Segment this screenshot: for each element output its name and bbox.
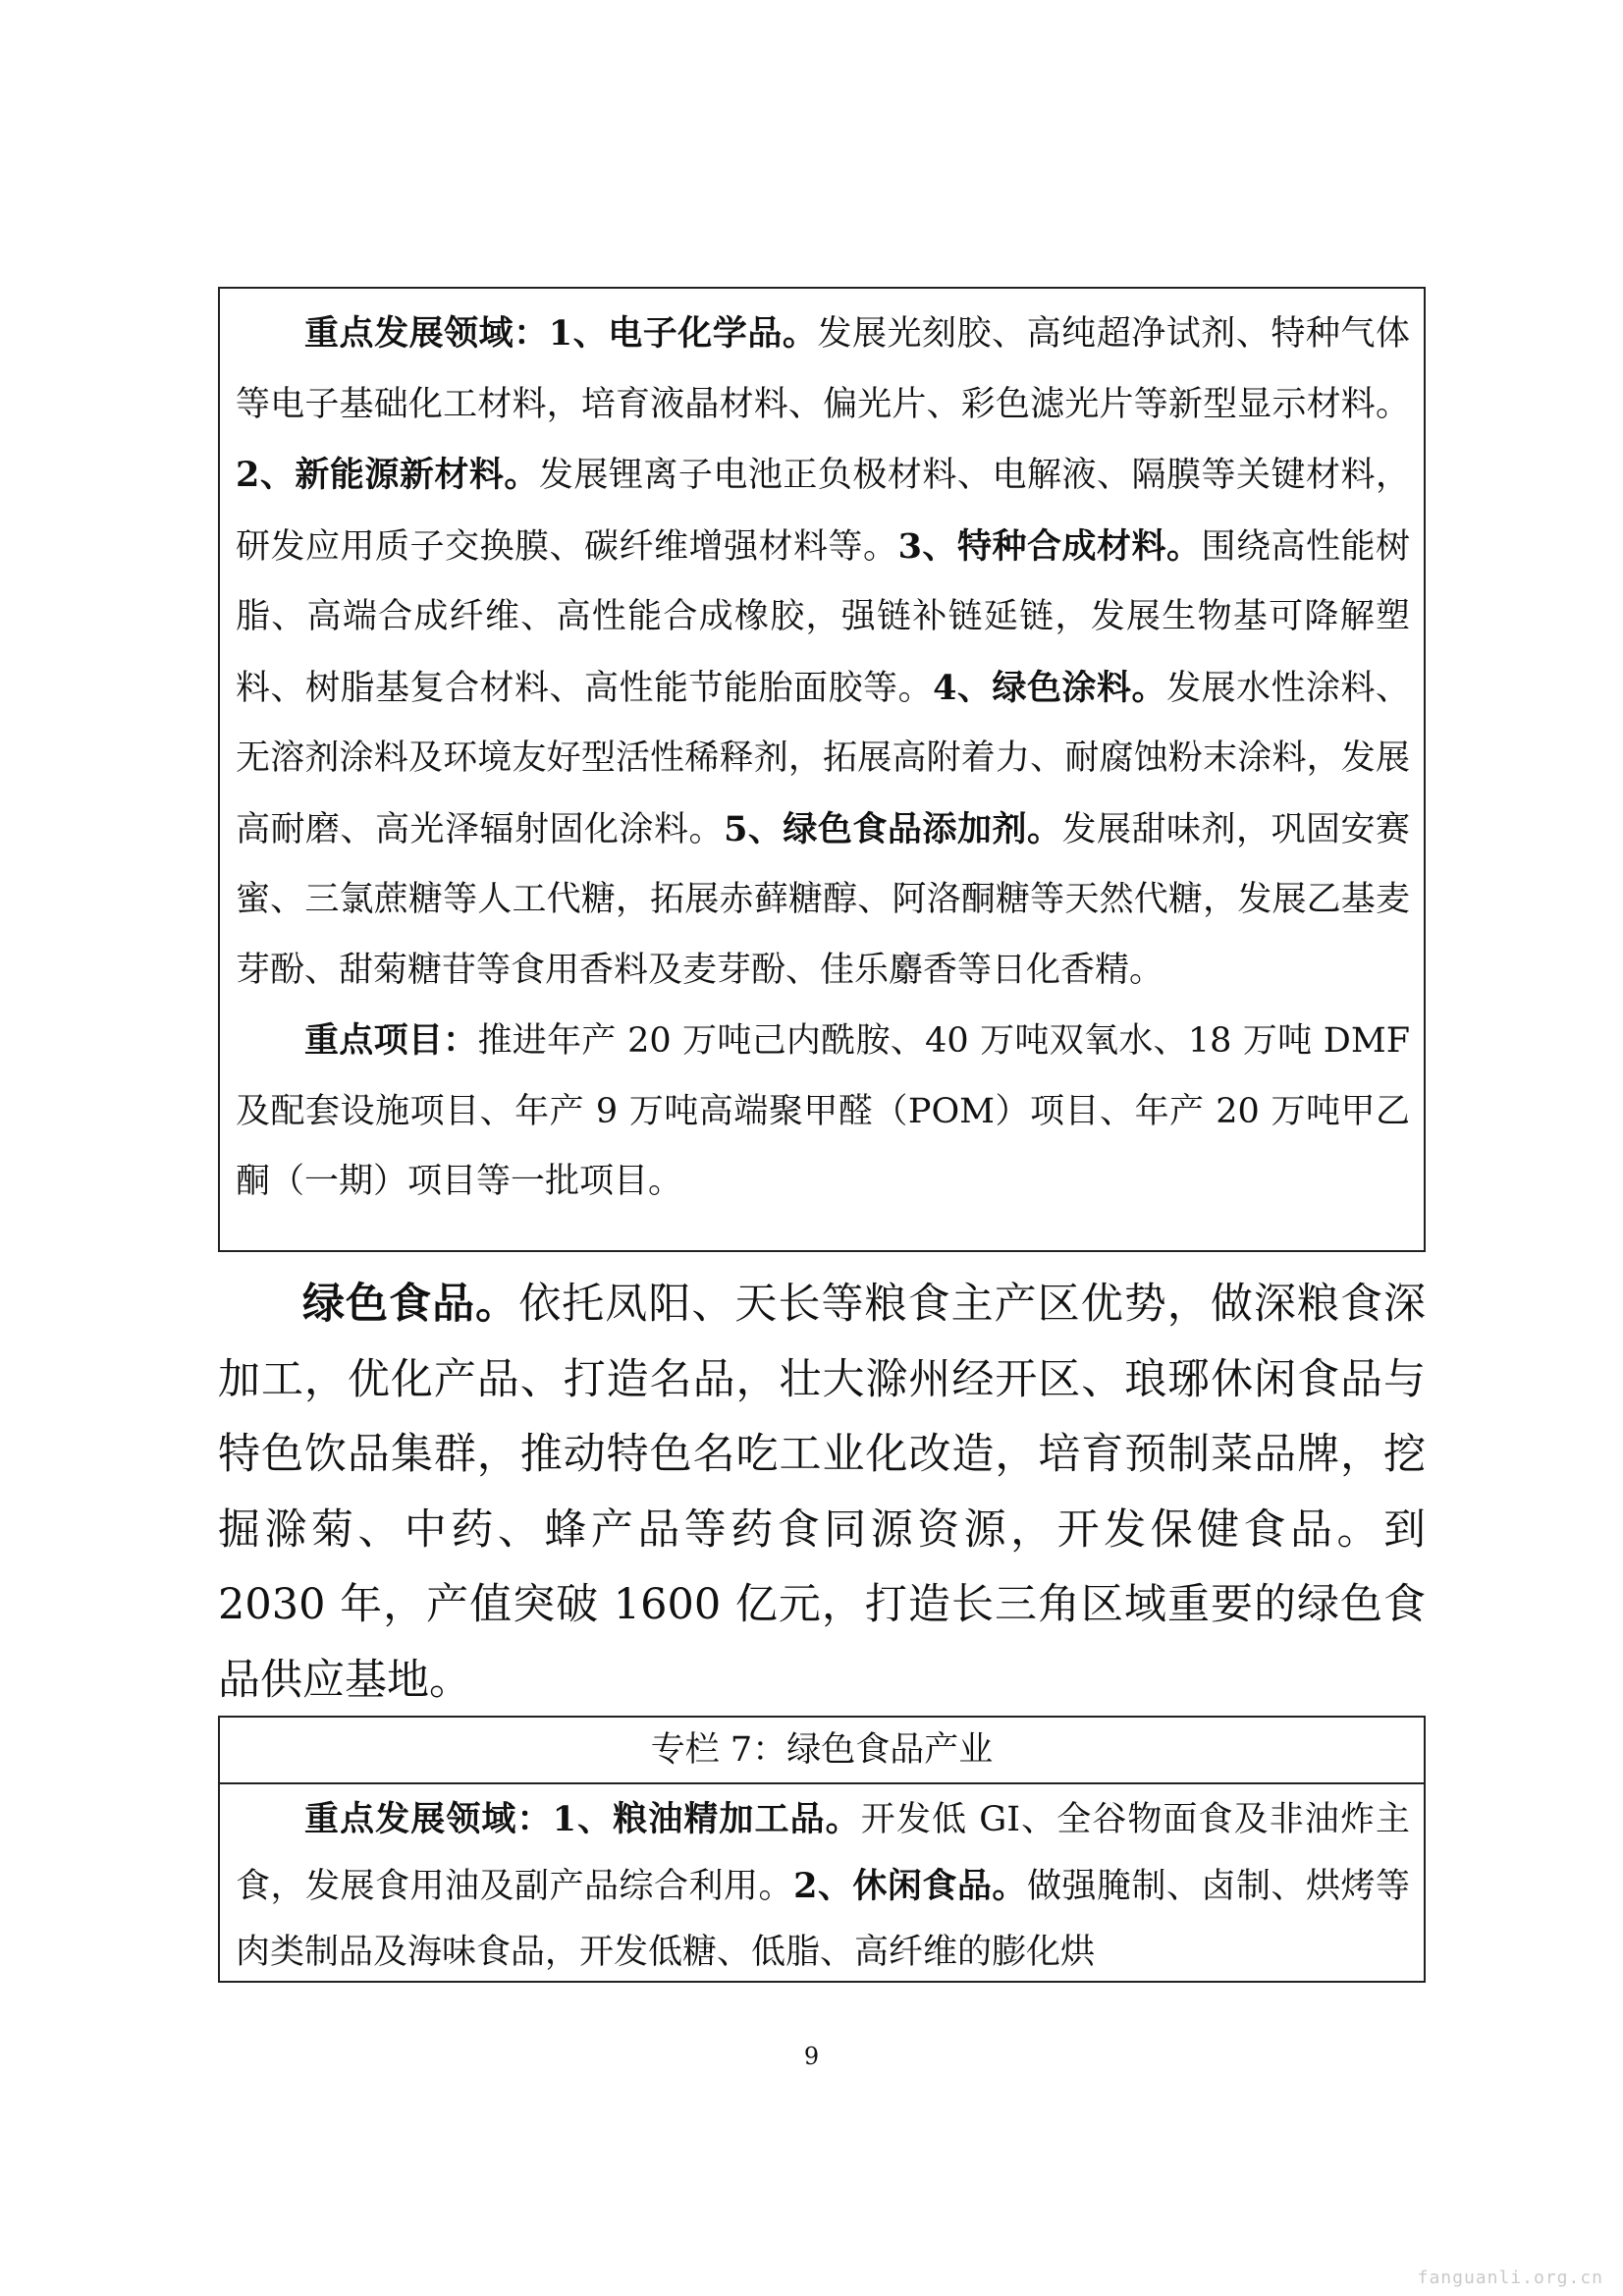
- column-7-lead: 重点发展领域：: [304, 1799, 553, 1839]
- item-2-text: 发展锂离子电池正负极材料、电解液、隔膜等关键材料，研发应用质子交换膜、碳纤维增强材料等。: [236, 456, 1410, 567]
- site-watermark: fanguanli.org.cn: [1417, 2268, 1603, 2288]
- green-food-paragraph: [218, 1267, 1426, 1718]
- item-1-title: 1、电子化学品。: [548, 313, 818, 354]
- item-5-title: 5、绿色食品添加剂。: [724, 808, 1062, 849]
- key-projects-paragraph: [236, 1006, 1410, 1218]
- item-2-title: 2、新能源新材料。: [236, 455, 539, 495]
- item-4-text: 发展水性涂料、无溶剂涂料及环境友好型活性稀释剂，拓展高附着力、耐腐蚀粉末涂料，发展高耐磨、高光泽辐射固化涂料。: [236, 668, 1410, 849]
- column-7-box: [218, 1716, 1426, 1983]
- column-7-item-1-title: 1、粮油精加工品。: [552, 1799, 861, 1839]
- item-4-title: 4、绿色涂料。: [933, 667, 1166, 708]
- key-areas-lead: 重点发展领域：: [304, 313, 549, 354]
- item-5-text: 发展甜味剂，巩固安赛蜜、三氯蔗糖等人工代糖，拓展赤藓糖醇、阿洛酮糖等天然代糖，发展乙基麦芽酚、甜菊糖苷等食用香料及麦芽酚、佳乐麝香等日化香精。: [236, 809, 1410, 990]
- column-7-content: [220, 1784, 1424, 1986]
- key-projects-text: 推进年产 20 万吨己内酰胺、40 万吨双氧水、18 万吨 DMF 及配套设施项目、年产 9 万吨高端聚甲醛（POM）项目、年产 20 万吨甲乙酮（一期）项目等一批项目。: [236, 1021, 1410, 1201]
- item-1-text: 发展光刻胶、高纯超净试剂、特种气体等电子基础化工材料，培育液晶材料、偏光片、彩色滤光片等新型显示材料。: [236, 314, 1410, 424]
- column-7-header: 专栏 7：绿色食品产业: [220, 1718, 1424, 1784]
- page-number: 9: [803, 2043, 820, 2070]
- column-7-item-1-text: 开发低 GI、全谷物面食及非油炸主食，发展食用油及副产品综合利用。: [236, 1800, 1410, 1906]
- item-3-title: 3、特种合成材料。: [897, 525, 1202, 567]
- green-food-text: 依托凤阳、天长等粮食主产区优势，做深粮食深加工，优化产品、打造名品，壮大滁州经开区、琅琊休闲食品与特色饮品集群，推动特色名吃工业化改造，培育预制菜品牌，挖掘滁菊、中药、蜂产品等药食同源资源，开发保健食品。到 2030 年，产值突破 1600 亿元，打造长三角区域重要的绿色食品供应基地。: [218, 1280, 1427, 1705]
- column-7-item-2-text: 做强腌制、卤制、烘烤等肉类制品及海味食品，开发低糖、低脂、高纤维的膨化烘: [236, 1867, 1410, 1972]
- column-7-paragraph: [236, 1786, 1410, 1986]
- column-7-item-2-title: 2、休闲食品。: [793, 1866, 1027, 1906]
- item-3-text: 围绕高性能树脂、高端合成纤维、高性能合成橡胶，强链补链延链，发展生物基可降解塑料、树脂基复合材料、高性能节能胎面胶等。: [236, 526, 1410, 708]
- green-food-lead: 绿色食品。: [302, 1280, 519, 1329]
- green-food-section: [218, 1267, 1426, 1718]
- key-areas-box: [218, 287, 1426, 1252]
- key-projects-lead: 重点项目：: [304, 1020, 478, 1061]
- key-areas-paragraph: [236, 299, 1410, 1006]
